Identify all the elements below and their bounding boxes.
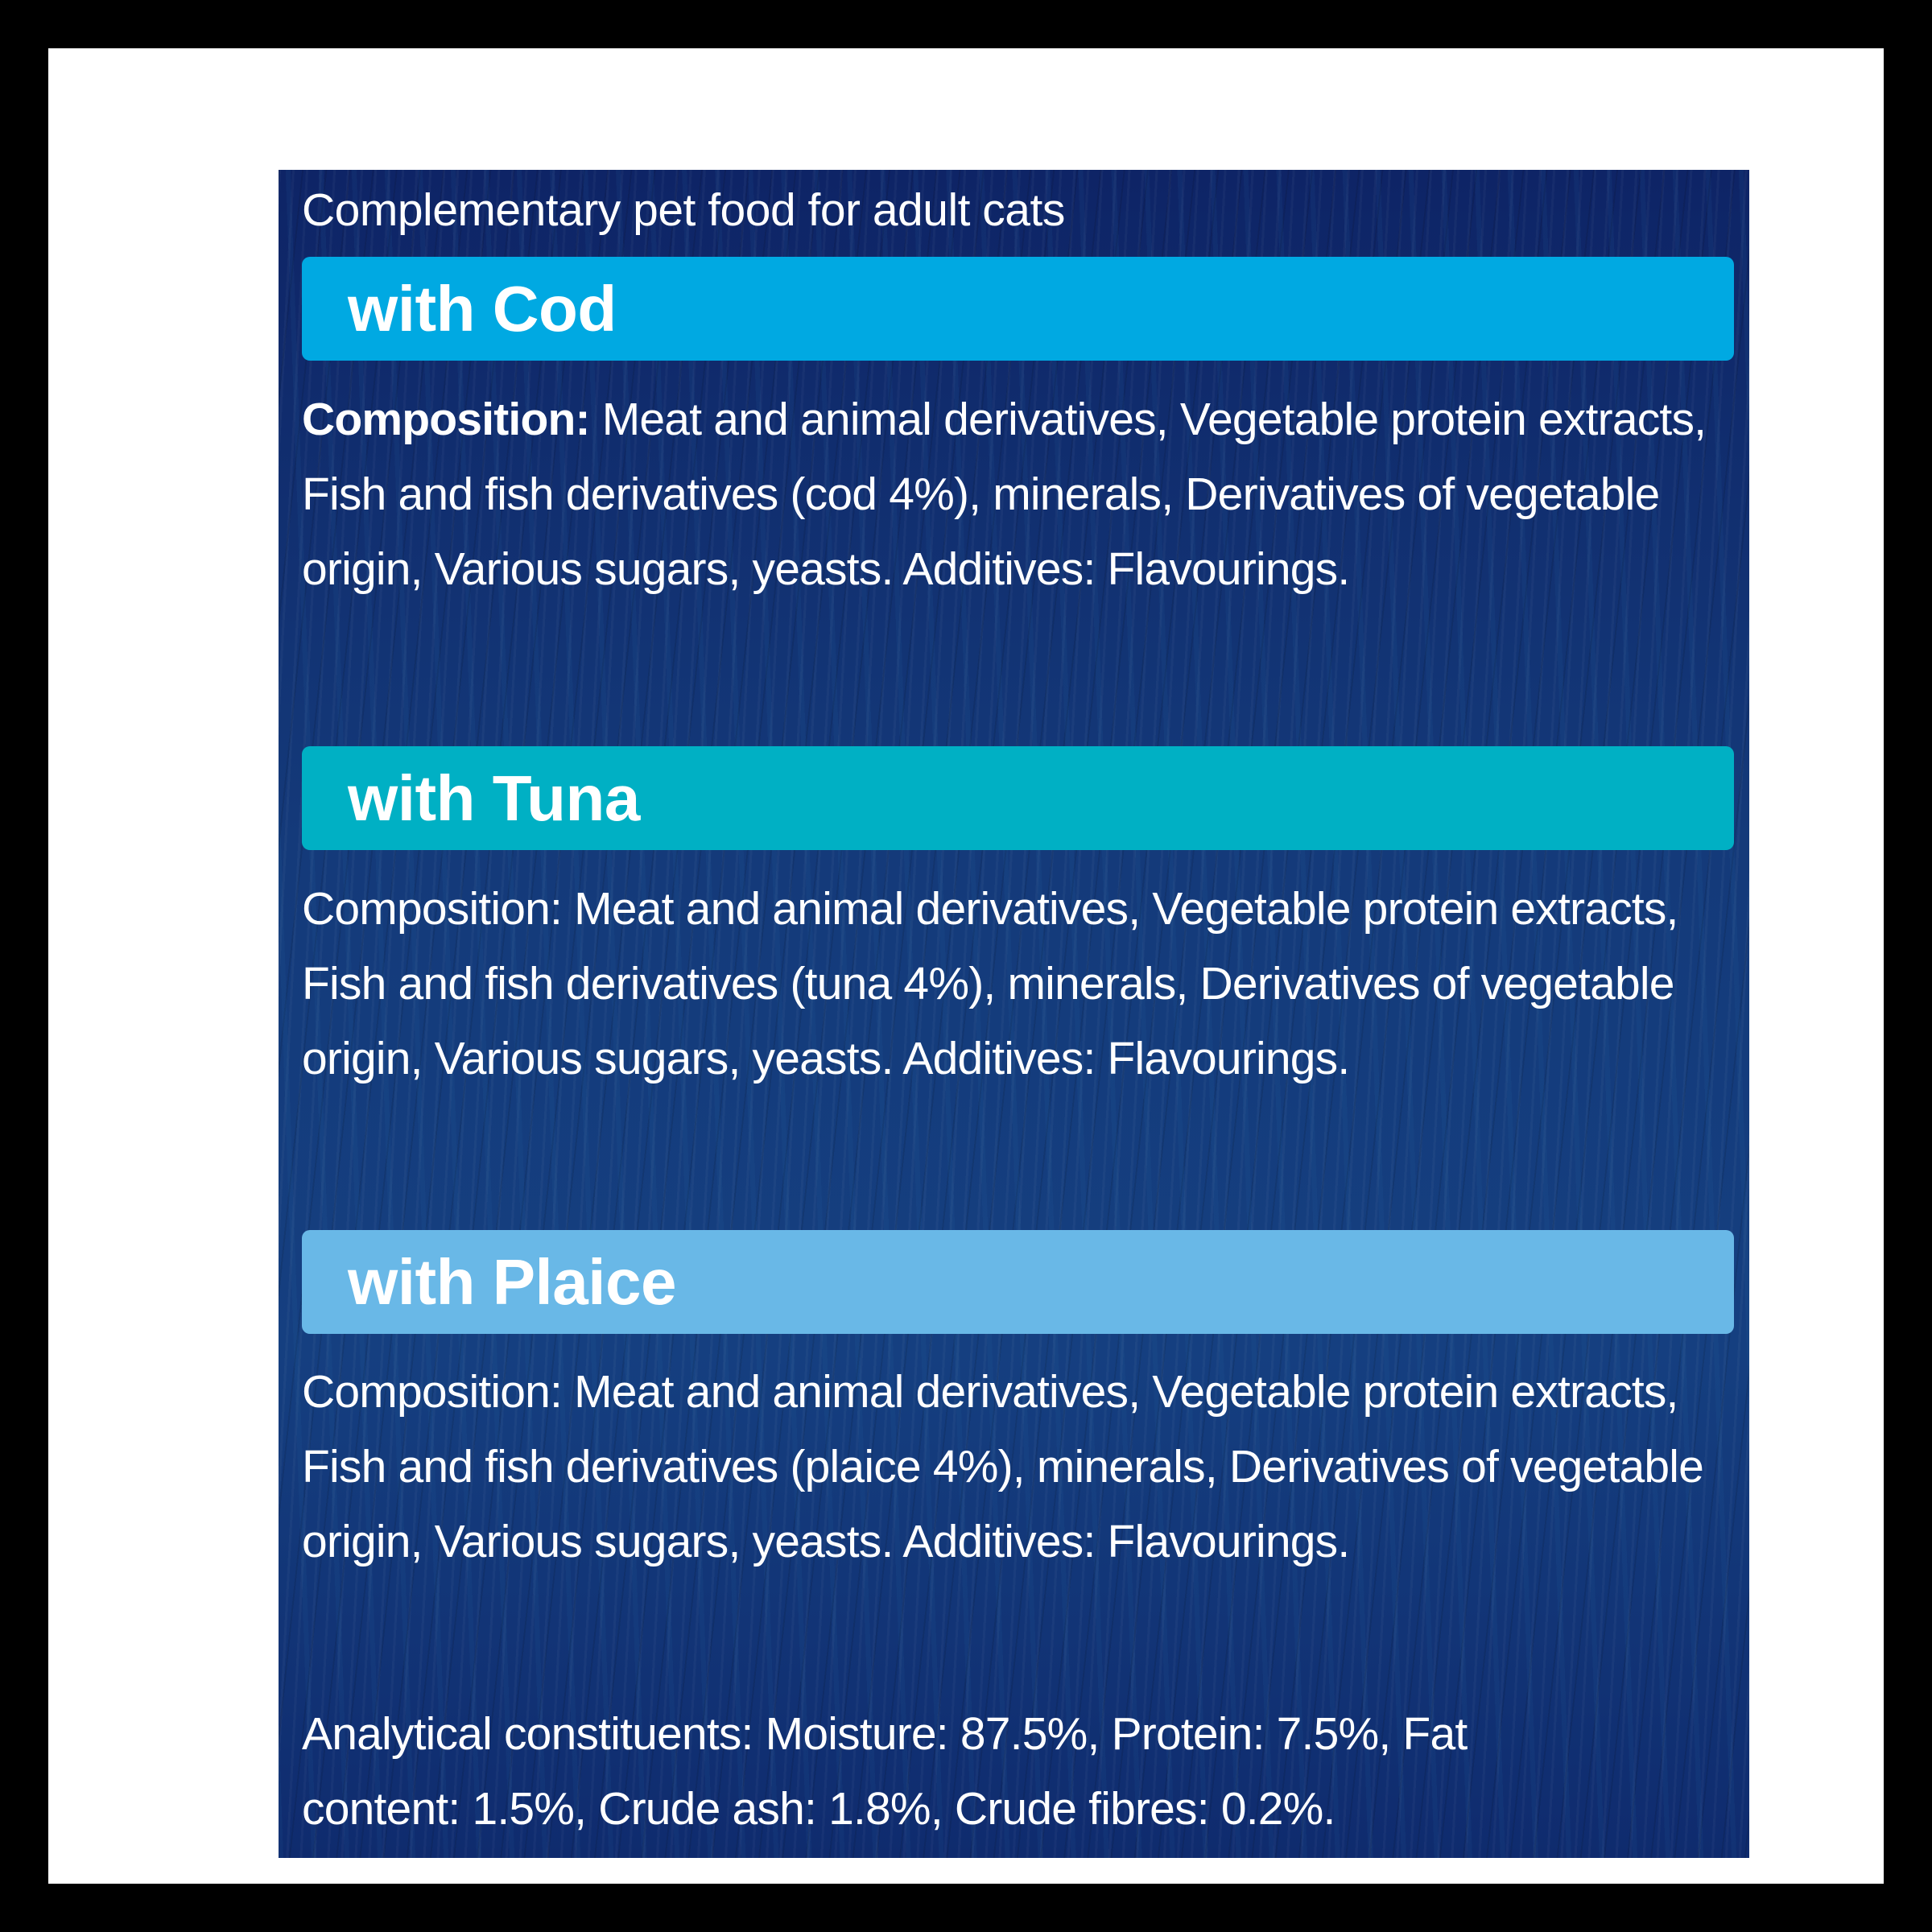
composition-plaice	[302, 1355, 1739, 1579]
variant-header-plaice	[302, 1230, 1734, 1334]
pet-food-label-panel	[279, 170, 1749, 1858]
variant-header-tuna	[302, 746, 1734, 850]
product-subtitle: Complementary pet food for adult cats	[302, 184, 1065, 236]
composition-label-tuna: Composition:	[302, 883, 563, 935]
composition-cod	[302, 382, 1739, 607]
composition-text-tuna: Meat and animal derivatives, Vegetable protein extracts, Fish and fish derivatives (tuna 4%), minerals, Derivatives of vegetable origin, Various sugars, yeasts. Additives: Flavourings.	[302, 883, 1678, 1084]
white-frame	[48, 48, 1884, 1884]
variant-header-cod	[302, 257, 1734, 361]
composition-text-cod: Meat and animal derivatives, Vegetable protein extracts, Fish and fish derivatives (cod 4%), minerals, Derivatives of vegetable origin, Various sugars, yeasts. Additives: Flavourings.	[302, 394, 1707, 595]
composition-label-cod: Composition:	[302, 394, 590, 445]
analytical-constituents: Analytical constituents: Moisture: 87.5%, Protein: 7.5%, Fat content: 1.5%, Crude ash: 1.8%, Crude fibres: 0.2%.	[302, 1708, 1468, 1835]
variant-title-plaice: with Plaice	[348, 1246, 676, 1318]
composition-label-plaice: Composition:	[302, 1366, 563, 1418]
composition-tuna	[302, 872, 1739, 1096]
variant-title-tuna: with Tuna	[348, 762, 640, 834]
composition-text-plaice: Meat and animal derivatives, Vegetable protein extracts, Fish and fish derivatives (plaice 4%), minerals, Derivatives of vegetable origin, Various sugars, yeasts. Additives: Flavourings.	[302, 1366, 1704, 1567]
variant-title-cod: with Cod	[348, 273, 617, 345]
